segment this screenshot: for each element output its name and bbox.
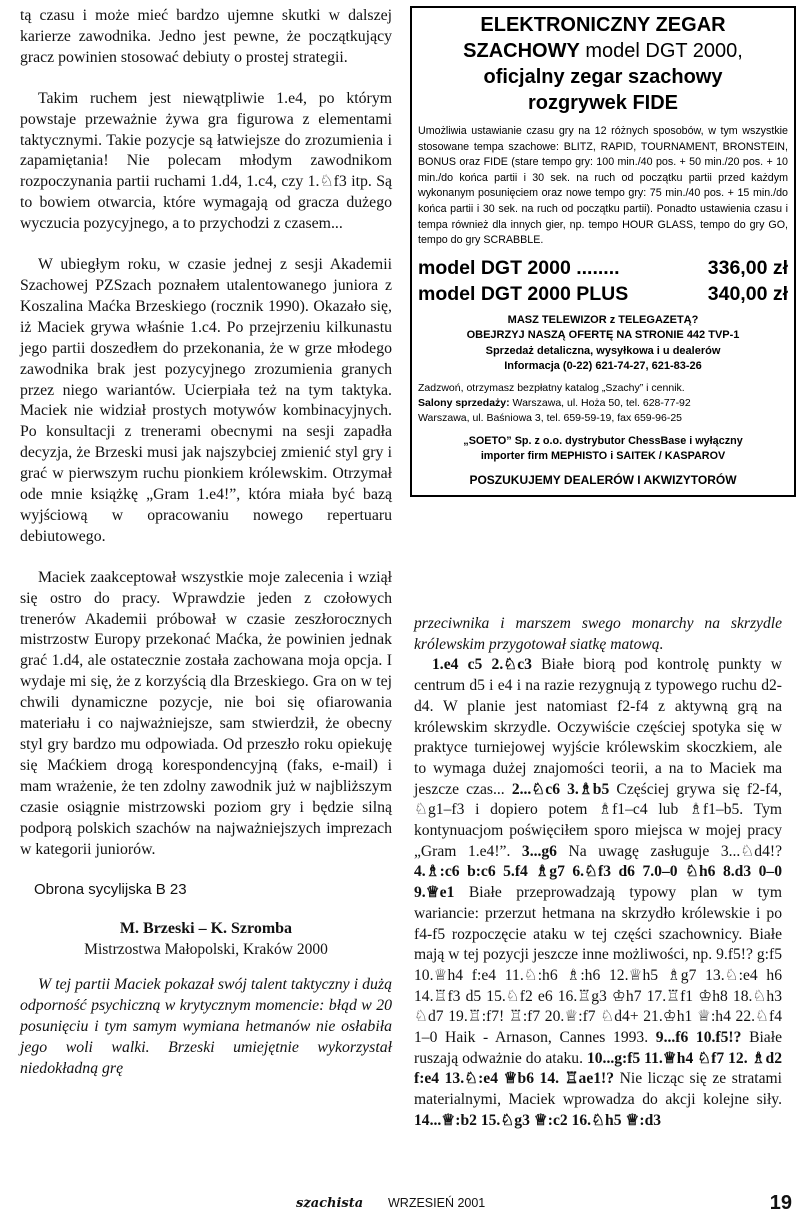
contact-address: Warszawa, ul. Hoża 50, tel. 628-77-92 xyxy=(509,396,691,409)
annotation: Białe biorą pod kontrolę punkty w centrum d5 i e4 i na razie rezygnują z typowego ruchu d2-d4. W planie jest natomiast f2-f4 z aktywną grą na królewskim skrzydle. Oczywiście częściej spotyka się w praktyce turniejowej wyjście królewskim skoczkiem, ale to wymaga dużej znajomości teorii, a na to Maciek ma jeszcze czas... xyxy=(414,656,782,798)
annotation: Częściej grywa się f2-f4, ♘g1–f3 i dopiero potem ♗f1–c4 lub ♗f1–b5. Tym kontynuacjom poświęciłem sporo miejsca w mojej pracy „Gram 1.e4!”. xyxy=(414,780,782,860)
game-moves xyxy=(414,655,782,1131)
tv-line: OBEJRZYJ NASZĄ OFERTĘ NA STRONIE 442 TVP-1 xyxy=(466,329,740,342)
article-paragraph: W ubiegłym roku, w czasie jednej z sesji Akademii Szachowej PZSzach poznałem utalentowanego juniora z Koszalina Maćka Brzeskiego (rocznik 1990). Okazało się, iż Maciek grywa właśnie 1.c4. Po przejrzeniu kilkunastu jego partii doszedłem do przekonania, że w grze młodego zawodnika brak jest pozycyjnego zrozumienia granych przez niego wariantów. Ucierpiała też na tym taktyka. Maciek nie widział prostych motywów kombinacyjnych. Po konsultacji z trenerami obecnymi na sesji zapadła decyzja, że Brzeski musi jak najszybciej zmienić styl gry i grać w pierwszym ruchu pionkiem królewskim. Otrzymał ode mnie książkę „Gram 1.e4!”, która miała być bazą wyjściową w opracowaniu nowego repertuaru debiutowego. xyxy=(20,256,392,545)
article-paragraph: Maciek zaakceptował wszystkie moje zalecenia i wziął się ostro do pracy. Wprawdzie jeden z czołowych trenerów Akademii próbował w czasie zeszłorocznych mistrzostw Europy przekonać Maćka, że powinien jednak grać 1.d4, ale ostatecznie została zachowana moja opcja. I wydaje mi się, że z korzyścią dla Brzeskiego. Gra on w tej chwili dynamiczne pozycje, nie boi się ofiarowania materiału i co najważniejsze, sam stwierdził, że obecny styl gry bardzo mu odpowiada. Od przeszło roku opiekuję się Maćkiem drogą korespondencyjną (faks, e-mail) i mam wrażenie, że ten zdolny zawodnik już w najbliższym czasie osiągnie mistrzowski poziom gry i będzie silną podporą polskich szachów na najważniejszych imprezach w kategorii juniorów. xyxy=(20,568,392,858)
game-intro-continuation: przeciwnika i marszem swego monarchy na skrzydle królewskim przygotował siatkę matową. xyxy=(414,615,782,653)
ad-dealers: POSZUKUJEMY DEALERÓW I AKWIZYTORÓW xyxy=(469,472,737,487)
annotation: Białe ruszają odważnie do ataku. xyxy=(414,1029,782,1067)
move-sequence: 1.e4 c5 2.♘c3 xyxy=(432,656,532,674)
tv-line: Informacja (0-22) 621-74-27, 621-83-26 xyxy=(504,360,702,373)
ad-title-line xyxy=(418,38,788,64)
move-sequence: 2...♘c6 3.♗b5 xyxy=(511,780,610,798)
left-column xyxy=(20,6,392,1100)
move-sequence: 14...♕:b2 15.♘g3 ♕:c2 16.♘h5 ♕:d3 xyxy=(414,1111,662,1129)
article-paragraph: tą czasu i może mieć bardzo ujemne skutki w dalszej karierze zawodnika. Jedno jest pewne, że początkujący gracz powinien stosować debiuty o prostej strategii. xyxy=(20,7,392,66)
contact-line: Zadzwoń, otrzymasz bezpłatny katalog „Szachy” i cennik. xyxy=(418,381,685,394)
ad-title-bold: SZACHOWY xyxy=(463,40,580,62)
ad-description: Umożliwia ustawianie czasu gry na 12 różnych sposobów, w tym wszystkie stosowane tempa szachowe: BLITZ, RAPID, TOURNAMENT, BRONSTEIN, BONUS oraz FIDE (stare tempo gry: 100 min./40 pos. + 50 min./20 pos. + 10 min./do końca partii i 30 sek. na ruch od początku partii przed każdym wykonanym posunięciem oraz nowe tempo gry: 75 min./40 pos. + 15 min./do końca partii i 30 sek. na ruch od początku partii). Ponadto ustawienia czasu i tempa również dla innych gier, np. tempo HOUR GLASS, tempo do gry GO, tempo do gry SCRABBLE. xyxy=(418,125,788,247)
ad-title-line: oficjalny zegar szachowy xyxy=(483,66,723,88)
page-number: 19 xyxy=(769,1192,792,1214)
move-sequence: 3...g6 xyxy=(521,842,557,860)
ad-title-line: rozgrywek FIDE xyxy=(527,92,679,114)
ad-price-row xyxy=(418,281,788,307)
game-event: Mistrzostwa Małopolski, Kraków 2000 xyxy=(84,941,328,959)
game-title: M. Brzeski – K. Szromba xyxy=(119,920,293,938)
game-intro: W tej partii Maciek pokazał swój talent taktyczny i dużą odporność psychiczną w krytycznym momencie: błąd w 20 posunięciu i tym samym wymiana hetmanów nie osłabiła jego woli walki. Brzeski umiejętnie wykorzystał niedokładną grę xyxy=(20,976,392,1077)
annotation: Białe przeprowadzają typowy plan w tym wariancie: przerzut hetmana na skrzydło królewskie i po f4-f5 rozpoczęcie ataku w tej części szachownicy. Białe mają w tej pozycji jeszcze inne możliwości, np. 9.f5!? g:f5 10.♕h4 f:e4 11.♘:h6 ♗:h6 12.♕h5 ♗g7 13.♘:e4 h6 14.♖f3 d5 15.♘f2 e6 16.♖g3 ♔h7 17.♖f1 ♔h8 18.♘h3 ♘d7 19.♖:f7! ♖:f7 20.♕:f7 ♘d4+ 21.♔h1 ♕:h4 22.♘f4 1–0 Haik - Arnason, Cannes 1993. xyxy=(414,884,782,1047)
ad-price-row xyxy=(418,255,788,281)
price-value: 336,00 zł xyxy=(707,256,788,279)
price-label: model DGT 2000 PLUS xyxy=(418,282,629,305)
annotation: Nie licząc się ze stratami materialnymi, Maciek wprowadza do akcji kolejne siły. xyxy=(414,1070,782,1109)
tv-line: MASZ TELEWIZOR z TELEGAZETĄ? xyxy=(507,313,699,326)
contact-line: Warszawa, ul. Baśniowa 3, tel. 659-59-19, fax 659-96-25 xyxy=(418,411,683,424)
ad-title xyxy=(418,12,788,116)
issue-date: WRZESIEŃ 2001 xyxy=(388,1196,486,1210)
ad-distributor xyxy=(418,434,788,465)
right-column xyxy=(414,614,782,1132)
distributor-line: „SOETO” Sp. z o.o. dystrybutor ChessBase i wyłączny xyxy=(463,434,743,447)
article-paragraph: Takim ruchem jest niewątpliwie 1.e4, po którym powstaje przeważnie żywa gra figurowa z elementami taktycznymi. Takie pozycje są łatwiejsze do zrozumienia i zapamiętania! Nie polecam młodym zawodnikom rozpoczynania partii ruchami 1.d4, 1.c4, czy 1.♘f3 itp. Są to bowiem otwarcia, które wymagają od gracza dużego wyczucia pozycyjnego, a to przychodzi z czasem... xyxy=(20,89,392,233)
move-sequence: 4.♗:c6 b:c6 5.f4 ♗g7 6.♘f3 d6 7.0–0 ♘h6 8.d3 0–0 9.♕e1 xyxy=(414,863,782,902)
move-sequence: 9...f6 10.f5!? xyxy=(655,1029,742,1047)
contact-label: Salony sprzedaży: xyxy=(418,396,510,409)
distributor-line: importer firm MEPHISTO i SAITEK / KASPAROV xyxy=(480,450,726,463)
ad-title-line: ELEKTRONICZNY ZEGAR xyxy=(480,14,726,36)
page-footer xyxy=(0,1192,800,1222)
opening-name: Obrona sycylijska B 23 xyxy=(34,881,187,899)
move-sequence: 10...g:f5 11.♕h4 ♘f7 12. ♗d2 f:e4 13.♘:e4 ♕b6 14. ♖ae1!? xyxy=(414,1049,782,1088)
price-label: model DGT 2000 ........ xyxy=(418,256,620,279)
contact-line xyxy=(418,396,788,411)
price-value: 340,00 zł xyxy=(707,282,788,305)
ad-tv-info xyxy=(418,313,788,375)
ad-contact xyxy=(418,381,788,426)
ad-title-model: model DGT 2000, xyxy=(579,40,743,62)
annotation: Na uwagę zasługuje 3...♘d4!? xyxy=(556,842,782,860)
tv-line: Sprzedaż detaliczna, wysyłkowa i u dealerów xyxy=(485,344,721,357)
advertisement-box xyxy=(410,6,796,497)
magazine-logo: szachista xyxy=(296,1196,364,1211)
